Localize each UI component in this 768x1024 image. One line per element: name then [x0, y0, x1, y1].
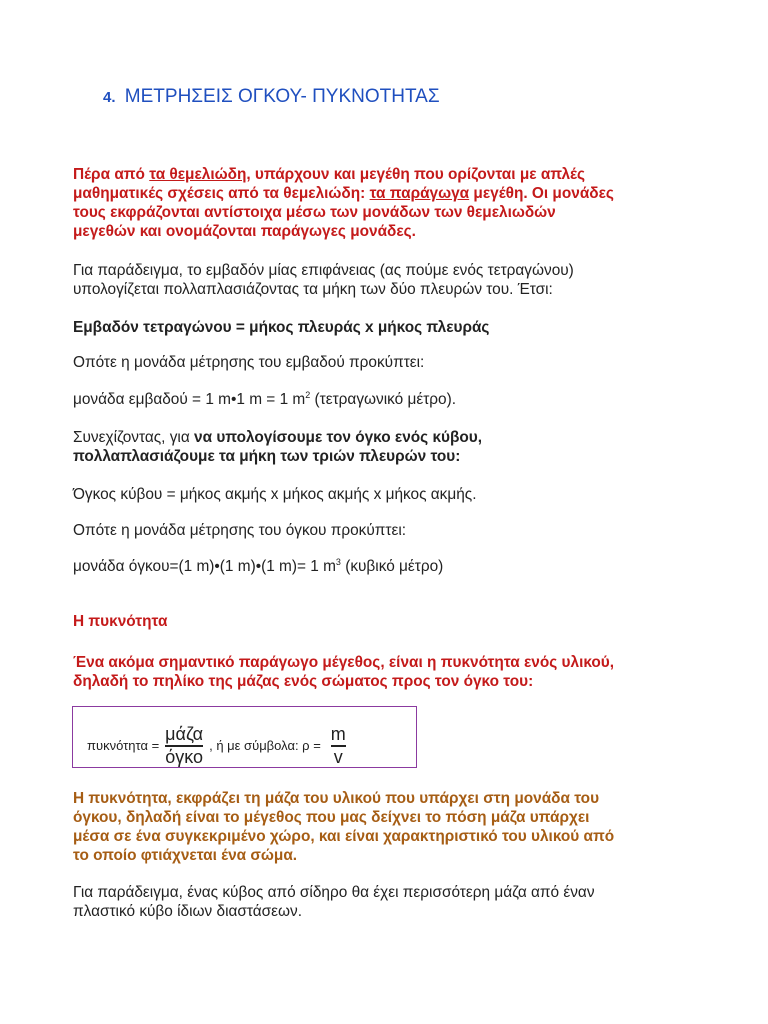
formula-sym-numerator: m — [330, 724, 346, 744]
formula-label: πυκνότητα = — [87, 738, 160, 754]
volume-unit-exponent: 3 — [335, 556, 341, 567]
volume-intro-line-1 — [73, 428, 713, 447]
density-def-line-1: Ένα ακόμα σημαντικό παράγωγο μέγεθος, είναι η πυκνότητα ενός υλικού, — [73, 654, 615, 671]
volume-unit-intro: Οπότε η μονάδα μέτρησης του όγκου προκύπτει: — [73, 522, 407, 539]
area-unit-intro: Οπότε η μονάδα μέτρησης του εμβαδού προκύπτει: — [73, 354, 425, 371]
area-unit-exponent: 2 — [305, 389, 311, 400]
intro-text: μαθηματικές σχέσεις από τα θεμελιώδη: — [73, 185, 370, 202]
intro-line-2 — [73, 184, 713, 203]
area-unit-text: μονάδα εμβαδού = 1 m•1 m = 1 m — [73, 391, 306, 408]
volume-intro-bold: να υπολογίσουμε τον όγκο ενός κύβου, — [194, 429, 483, 446]
intro-text: μεγέθη. Οι μονάδες — [469, 185, 614, 202]
volume-unit-text: μονάδα όγκου=(1 m)•(1 m)•(1 m)= 1 m — [73, 558, 336, 575]
density-formula-box — [72, 706, 417, 768]
intro-text: Πέρα από — [73, 166, 150, 183]
example-line-1: Για παράδειγμα, το εμβαδόν μίας επιφάνειας (ας πούμε ενός τετραγώνου) — [73, 262, 574, 279]
formula-numerator: μάζα — [165, 724, 204, 744]
section-number: 4. — [103, 89, 116, 106]
volume-intro-line-2: πολλαπλασιάζουμε τα μήκη των τριών πλευρών του: — [73, 448, 461, 465]
volume-unit-suffix: (κυβικό μέτρο) — [340, 558, 444, 575]
formula-denominator: όγκο — [165, 746, 204, 767]
formula-middle: , ή με σύμβολα: ρ = — [209, 738, 321, 754]
density-def-line-2: δηλαδή το πηλίκο της μάζας ενός σώματος προς τον όγκο του: — [73, 673, 534, 690]
final-example-line-1: Για παράδειγμα, ένας κύβος από σίδηρο θα έχει περισσότερη μάζα από έναν — [73, 884, 595, 901]
density-explain-line-1: Η πυκνότητα, εκφράζει τη μάζα του υλικού που υπάρχει στη μονάδα του — [73, 790, 600, 807]
volume-formula: Όγκος κύβου = μήκος ακμής x μήκος ακμής x μήκος ακμής. — [73, 486, 477, 503]
intro-line-3: τους εκφράζονται αντίστοιχα μέσω των μονάδων των θεμελιωδών — [73, 204, 556, 221]
intro-line-1 — [73, 165, 713, 184]
volume-intro-text: Συνεχίζοντας, για — [73, 429, 195, 446]
formula-fraction-symbols — [331, 724, 346, 768]
section-title-text: ΜΕΤΡΗΣΕΙΣ ΟΓΚΟΥ- ΠΥΚΝΟΤΗΤΑΣ — [124, 86, 440, 107]
intro-line-4: μεγεθών και ονομάζονται παράγωγες μονάδες. — [73, 223, 416, 240]
density-explain-line-2: όγκου, δηλαδή είναι το μέγεθος που μας δείχνει το πόση μάζα υπάρχει — [73, 809, 590, 826]
formula-fraction-words — [165, 724, 203, 768]
page-title — [103, 86, 440, 108]
example-line-2: υπολογίζεται πολλαπλασιάζοντας τα μήκη των δύο πλευρών του. Έτσι: — [73, 281, 553, 298]
area-unit — [73, 390, 713, 409]
intro-text: , υπάρχουν και μεγέθη που ορίζονται με απλές — [246, 166, 585, 183]
volume-unit — [73, 557, 713, 576]
link-derived[interactable]: τα παράγωγα — [369, 185, 470, 202]
final-example-line-2: πλαστικό κύβο ίδιων διαστάσεων. — [73, 903, 303, 920]
density-heading: Η πυκνότητα — [73, 613, 168, 630]
area-unit-suffix: (τετραγωνικό μέτρο). — [310, 391, 457, 408]
density-explain-line-3: μέσα σε ένα συγκεκριμένο χώρο, και είναι χαρακτηριστικό του υλικού από — [73, 828, 615, 845]
density-explain-line-4: το οποίο φτιάχνεται ένα σώμα. — [73, 847, 298, 864]
link-fundamental[interactable]: τα θεμελιώδη — [149, 166, 247, 183]
formula-sym-denominator: v — [333, 746, 343, 767]
area-formula: Εμβαδόν τετραγώνου = μήκος πλευράς x μήκος πλευράς — [73, 319, 490, 336]
